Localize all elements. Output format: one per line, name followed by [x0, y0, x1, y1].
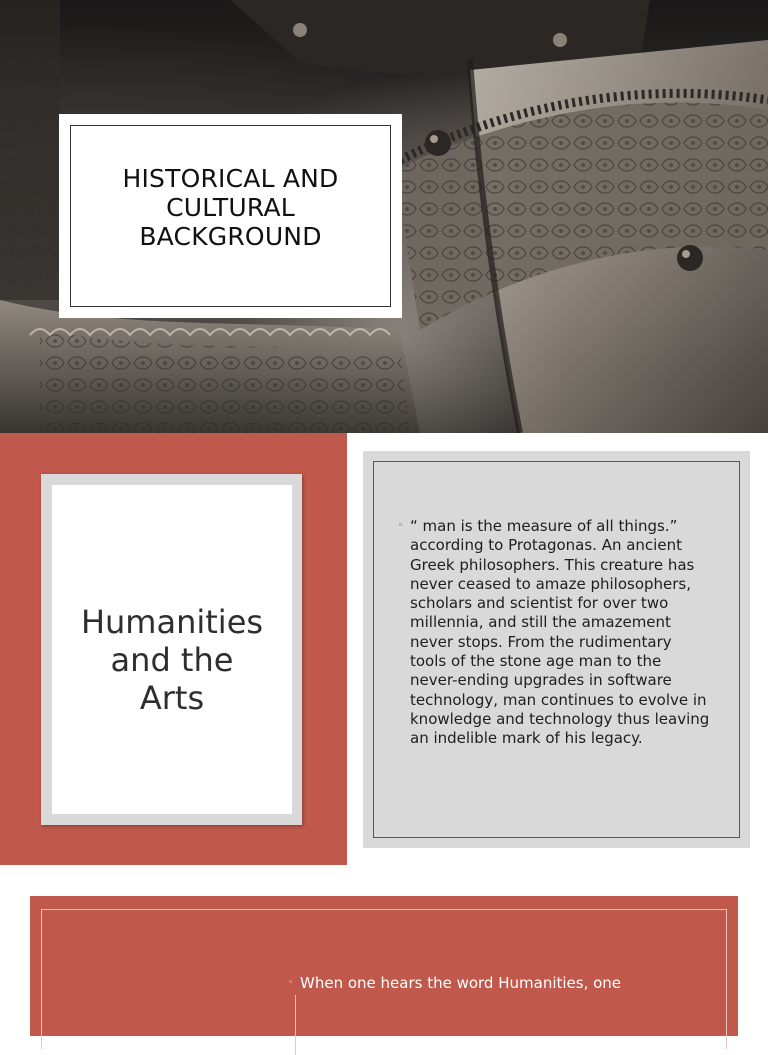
slide-title: HISTORICAL AND CULTURAL BACKGROUND [122, 164, 339, 251]
quote-card [363, 451, 750, 848]
quote-card-border [373, 461, 740, 838]
bullet-text: When one hears the word Humanities, one [300, 974, 622, 992]
title-card-border [70, 125, 391, 307]
quote-paragraph [398, 517, 710, 749]
title-frame [41, 474, 302, 825]
bullet-paragraph [288, 974, 622, 993]
slide-title: Humanities and the Arts [80, 603, 264, 717]
slide-humanities-definition [0, 865, 768, 1024]
title-frame-inner [52, 485, 292, 814]
bullet-icon: ◦ [288, 978, 294, 988]
vertical-divider [295, 995, 296, 1055]
quote-text: “ man is the measure of all things.” according to Protagonas. An ancient Greek philosophers. This creature has never ceased to amaze philosophers, scholars and scientist for over two millennia, and still the amazement never stops. From the rudimentary tools of the stone age man to the never-ending upgrades in software technology, man continues to evolve in knowledge and technology thus leaving an indelible mark of his legacy. [410, 517, 710, 748]
title-card [59, 114, 402, 318]
accent-panel [0, 433, 347, 865]
accent-box [30, 896, 738, 1036]
slide-humanities-and-arts [0, 433, 768, 865]
bullet-icon: ◦ [398, 521, 404, 531]
slide-historical-background [0, 0, 768, 433]
